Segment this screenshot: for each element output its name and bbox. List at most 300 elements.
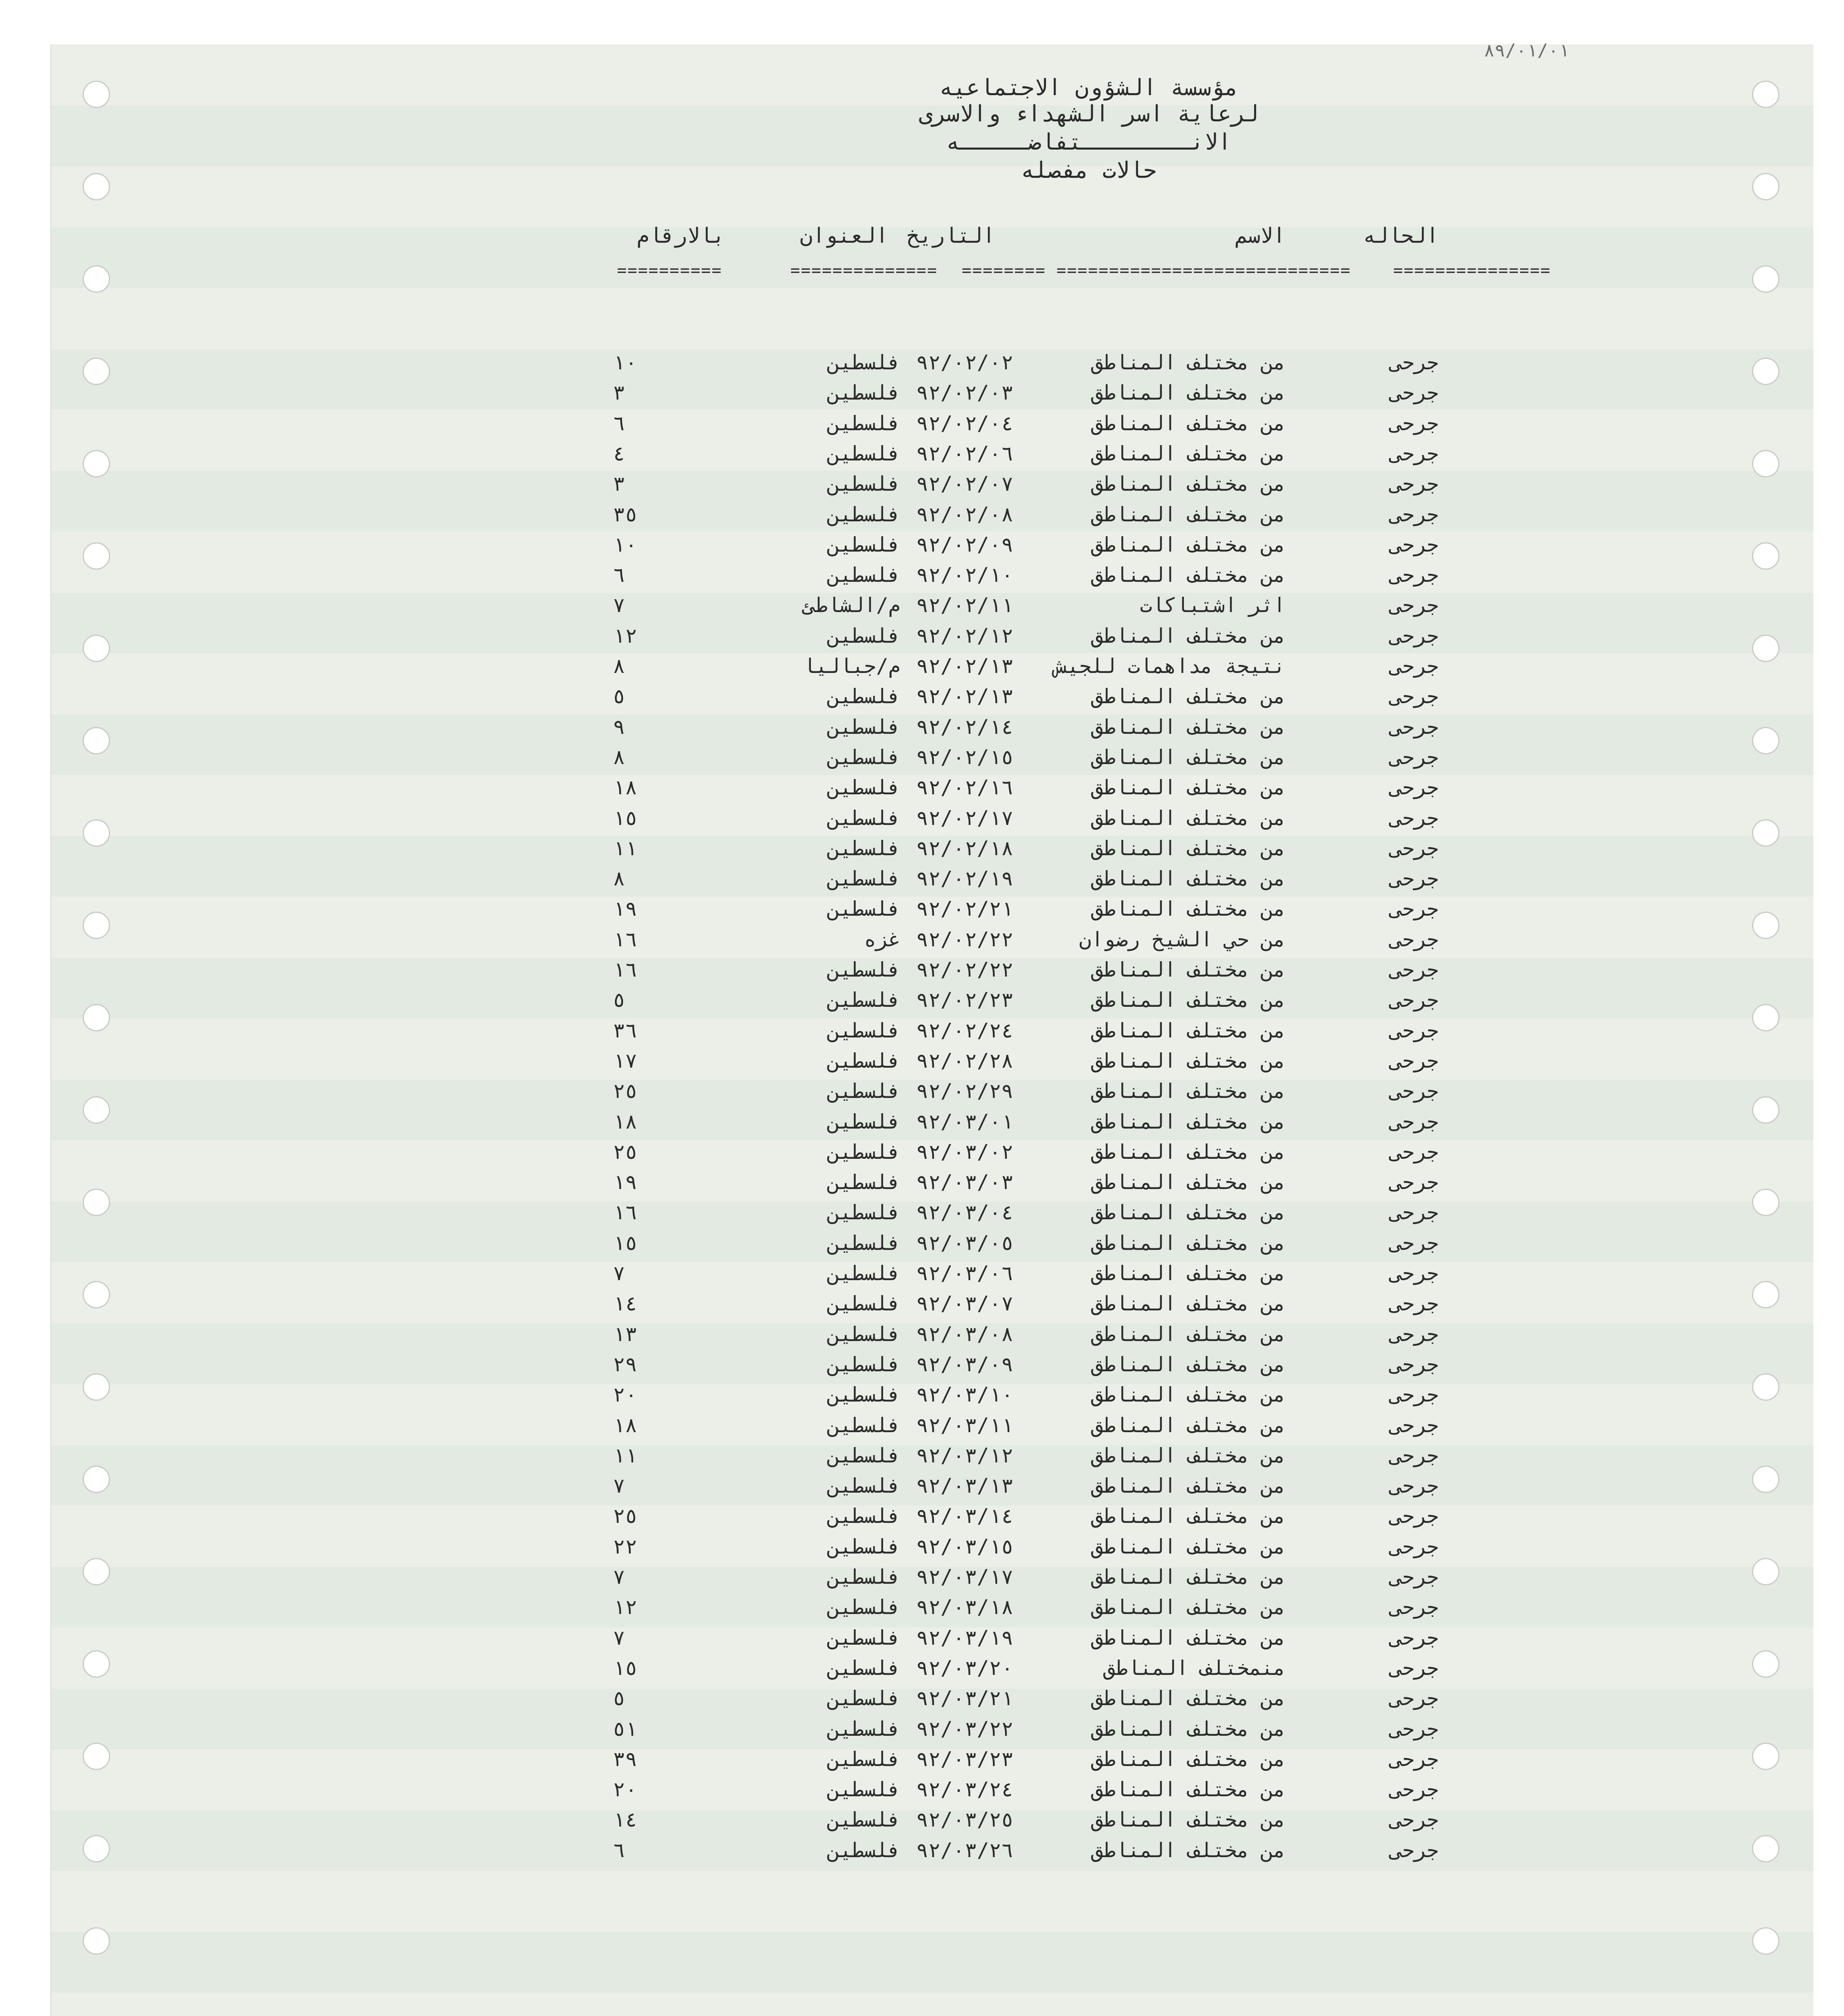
cell-count: ١٧	[613, 1049, 638, 1073]
cell-date: ٩٢/٠٣/١٥	[916, 1535, 1013, 1558]
column-header-status: الحاله	[1363, 224, 1439, 248]
cell-date: ٩٢/٠٢/١٣	[916, 685, 1013, 708]
cell-place: فلسطين	[827, 1414, 900, 1437]
cell-name: نتيجة مداهمات للجيش	[1055, 654, 1286, 678]
cell-date: ٩٢/٠٢/١٦	[916, 776, 1013, 799]
cell-place: فلسطين	[827, 1778, 900, 1801]
cell-place: فلسطين	[827, 563, 900, 587]
cell-place: فلسطين	[827, 1049, 900, 1073]
cell-count: ٥١	[613, 1717, 638, 1741]
cell-date: ٩٢/٠٣/١١	[916, 1414, 1013, 1437]
cell-date: ٩٢/٠٢/٠٢	[916, 351, 1013, 374]
cell-date: ٩٢/٠٢/٢٣	[916, 988, 1013, 1012]
cell-place: فلسطين	[827, 958, 900, 981]
cell-name: من مختلف المناطق	[1091, 1292, 1286, 1315]
cell-count: ١٠	[613, 351, 638, 374]
table-row	[0, 1592, 1844, 1622]
cell-count: ٣	[613, 472, 625, 496]
table-row	[0, 1744, 1844, 1774]
cell-name: من مختلف المناطق	[1091, 746, 1286, 769]
cell-count: ١٩	[613, 897, 638, 921]
cell-date: ٩٢/٠٢/٢٢	[916, 928, 1013, 951]
cell-status: جرحى	[1390, 1778, 1439, 1801]
cell-date: ٩٢/٠٣/٠٣	[916, 1170, 1013, 1194]
cell-name: من مختلف المناطق	[1091, 442, 1286, 465]
header-rule: ==========	[617, 261, 722, 280]
cell-place: م/الشاطئ	[803, 594, 900, 617]
cell-name: من مختلف المناطق	[1091, 1717, 1286, 1741]
cell-date: ٩٢/٠٣/٢٠	[916, 1656, 1013, 1680]
org-title: مؤسسة الشؤون الاجتماعيه	[939, 75, 1238, 101]
table-row	[0, 1137, 1844, 1167]
tractor-feed-hole	[83, 173, 110, 200]
cell-count: ١٦	[613, 958, 638, 981]
cell-date: ٩٢/٠٢/٠٣	[916, 381, 1013, 404]
cell-place: فلسطين	[827, 776, 900, 799]
table-row	[0, 1805, 1844, 1835]
cell-status: جرحى	[1390, 746, 1439, 769]
cell-status: جرحى	[1390, 1414, 1439, 1437]
cell-count: ٧	[613, 1565, 625, 1589]
cell-count: ٨	[613, 746, 625, 769]
table-row	[0, 803, 1844, 833]
cell-place: فلسطين	[827, 533, 900, 556]
cell-place: فلسطين	[827, 1201, 900, 1224]
cell-date: ٩٢/٠٣/٠٤	[916, 1201, 1013, 1224]
cell-place: فلسطين	[827, 746, 900, 769]
tractor-feed-hole	[1752, 173, 1779, 200]
cell-status: جرحى	[1390, 533, 1439, 556]
table-row	[0, 1774, 1844, 1805]
cell-date: ٩٢/٠٢/١٢	[916, 624, 1013, 648]
cell-name: من مختلف المناطق	[1091, 1535, 1286, 1558]
table-row	[0, 712, 1844, 742]
cell-date: ٩٢/٠٢/١١	[916, 594, 1013, 617]
header-rule: ========	[962, 261, 1046, 280]
cell-count: ١٨	[613, 776, 638, 799]
cell-place: فلسطين	[827, 1170, 900, 1194]
cell-count: ١٥	[613, 1231, 638, 1255]
header-rule: ============================	[1056, 261, 1351, 280]
table-row	[0, 773, 1844, 803]
cell-status: جرحى	[1390, 472, 1439, 496]
cell-name: من مختلف المناطق	[1091, 1839, 1286, 1862]
cell-count: ١٠	[613, 533, 638, 556]
cell-date: ٩٢/٠٢/٢٢	[916, 958, 1013, 981]
cell-place: فلسطين	[827, 1535, 900, 1558]
cell-place: فلسطين	[827, 1110, 900, 1133]
table-row	[0, 1410, 1844, 1441]
cell-count: ٣٥	[613, 503, 638, 526]
table-row	[0, 469, 1844, 499]
cell-status: جرحى	[1390, 1717, 1439, 1741]
table-row	[0, 833, 1844, 864]
cell-place: م/جباليا	[803, 654, 900, 678]
cell-count: ٣	[613, 381, 625, 404]
cell-date: ٩٢/٠٣/١٢	[916, 1444, 1013, 1467]
table-row	[0, 864, 1844, 894]
cell-count: ٣٦	[613, 1019, 638, 1042]
cell-status: جرحى	[1390, 867, 1439, 890]
cell-place: فلسطين	[827, 1474, 900, 1497]
cell-name: من مختلف المناطق	[1091, 563, 1286, 587]
cell-count: ٦	[613, 563, 625, 587]
cell-name: من مختلف المناطق	[1091, 1626, 1286, 1649]
cell-name: من مختلف المناطق	[1091, 1019, 1286, 1042]
cell-status: جرحى	[1390, 624, 1439, 648]
cell-place: فلسطين	[827, 1808, 900, 1831]
cell-status: جرحى	[1390, 776, 1439, 799]
cell-status: جرحى	[1390, 1079, 1439, 1103]
cell-date: ٩٢/٠٣/١٠	[916, 1383, 1013, 1406]
cell-place: فلسطين	[827, 685, 900, 708]
corner-handwritten-note: ٨٩/٠١/٠١	[1484, 40, 1569, 61]
cell-date: ٩٢/٠٣/٠٩	[916, 1353, 1013, 1376]
cell-name: من مختلف المناطق	[1091, 1322, 1286, 1346]
cell-count: ١٦	[613, 928, 638, 951]
cell-date: ٩٢/٠٢/١٧	[916, 806, 1013, 830]
table-row	[0, 1258, 1844, 1289]
cell-name: من مختلف المناطق	[1091, 685, 1286, 708]
cell-count: ٢٥	[613, 1140, 638, 1164]
table-row	[0, 530, 1844, 560]
cell-count: ١٦	[613, 1201, 638, 1224]
cell-date: ٩٢/٠٢/٢٤	[916, 1019, 1013, 1042]
cell-name: من مختلف المناطق	[1091, 624, 1286, 648]
table-row	[0, 955, 1844, 985]
cell-date: ٩٢/٠٣/٠٧	[916, 1292, 1013, 1315]
cell-status: جرحى	[1390, 837, 1439, 860]
cell-status: جرحى	[1390, 1322, 1439, 1346]
cell-status: جرحى	[1390, 594, 1439, 617]
cell-name: من مختلف المناطق	[1091, 715, 1286, 739]
cell-name: اثر اشتباكات	[1140, 594, 1286, 617]
cell-status: جرحى	[1390, 1262, 1439, 1285]
table-row	[0, 1380, 1844, 1410]
tractor-feed-hole	[1752, 81, 1779, 108]
cell-count: ٢٥	[613, 1079, 638, 1103]
cell-count: ٩	[613, 715, 625, 739]
cell-status: جرحى	[1390, 1231, 1439, 1255]
table-row	[0, 985, 1844, 1015]
cell-name: من مختلف المناطق	[1091, 1079, 1286, 1103]
cell-place: فلسطين	[827, 503, 900, 526]
table-row	[0, 1835, 1844, 1866]
table-row	[0, 1046, 1844, 1076]
cell-name: من مختلف المناطق	[1091, 1504, 1286, 1528]
cell-date: ٩٢/٠٢/١٨	[916, 837, 1013, 860]
cell-place: فلسطين	[827, 1687, 900, 1710]
table-row	[0, 500, 1844, 530]
cell-name: من مختلف المناطق	[1091, 503, 1286, 526]
cell-name: من مختلف المناطق	[1091, 472, 1286, 496]
cell-name: من مختلف المناطق	[1091, 867, 1286, 890]
table-row	[0, 1471, 1844, 1501]
cell-count: ٥	[613, 685, 625, 708]
table-row	[0, 621, 1844, 651]
cell-name: من حي الشيخ رضوان	[1079, 928, 1286, 951]
cell-name: من مختلف المناطق	[1091, 1140, 1286, 1164]
cell-date: ٩٢/٠٢/١٣	[916, 654, 1013, 678]
table-row	[0, 1532, 1844, 1562]
header-rule: ==============	[790, 261, 938, 280]
cell-place: فلسطين	[827, 624, 900, 648]
cell-place: فلسطين	[827, 472, 900, 496]
table-row	[0, 1501, 1844, 1531]
cell-place: فلسطين	[827, 1626, 900, 1649]
cell-count: ٢٢	[613, 1535, 638, 1558]
cell-date: ٩٢/٠٢/٢٩	[916, 1079, 1013, 1103]
cell-name: من مختلف المناطق	[1091, 776, 1286, 799]
cell-status: جرحى	[1390, 1747, 1439, 1771]
cell-status: جرحى	[1390, 1353, 1439, 1376]
cell-name: من مختلف المناطق	[1091, 533, 1286, 556]
cell-date: ٩٢/٠٣/٠٨	[916, 1322, 1013, 1346]
cell-date: ٩٢/٠٢/٠٦	[916, 442, 1013, 465]
cell-status: جرحى	[1390, 715, 1439, 739]
column-header-place: العنوان	[800, 224, 888, 248]
table-row	[0, 1289, 1844, 1319]
cell-place: فلسطين	[827, 1140, 900, 1164]
cell-place: فلسطين	[827, 1231, 900, 1255]
table-row	[0, 1076, 1844, 1106]
cell-status: جرحى	[1390, 1019, 1439, 1042]
cell-status: جرحى	[1390, 1626, 1439, 1649]
cell-name: من مختلف المناطق	[1091, 1687, 1286, 1710]
cell-name: من مختلف المناطق	[1091, 1474, 1286, 1497]
cell-status: جرحى	[1390, 1565, 1439, 1589]
cell-count: ٧	[613, 594, 625, 617]
cell-count: ٢٠	[613, 1383, 638, 1406]
cell-status: جرحى	[1390, 1656, 1439, 1680]
tractor-feed-hole	[1752, 1927, 1779, 1955]
cell-count: ١٩	[613, 1170, 638, 1194]
cell-name: من مختلف المناطق	[1091, 1231, 1286, 1255]
cell-status: جرحى	[1390, 1504, 1439, 1528]
cell-count: ٦	[613, 1839, 625, 1862]
table-row	[0, 1562, 1844, 1592]
cell-place: فلسطين	[827, 988, 900, 1012]
intifada-title: الانــــــــتفاضـــــه	[946, 129, 1231, 155]
cell-count: ٤	[613, 442, 625, 465]
table-row	[0, 1350, 1844, 1380]
header-rule: ===============	[1393, 261, 1551, 280]
cell-name: من مختلف المناطق	[1091, 1778, 1286, 1801]
cell-name: من مختلف المناطق	[1091, 1565, 1286, 1589]
cell-place: فلسطين	[827, 1444, 900, 1467]
cell-place: فلسطين	[827, 1292, 900, 1315]
cell-place: فلسطين	[827, 1322, 900, 1346]
cell-count: ٧	[613, 1474, 625, 1497]
cell-date: ٩٢/٠٣/٢٢	[916, 1717, 1013, 1741]
table-row	[0, 1683, 1844, 1714]
cell-count: ٢٠	[613, 1778, 638, 1801]
table-row	[0, 1623, 1844, 1653]
cell-status: جرحى	[1390, 958, 1439, 981]
cell-name: من مختلف المناطق	[1091, 806, 1286, 830]
cell-date: ٩٢/٠٣/٢٣	[916, 1747, 1013, 1771]
cell-name: من مختلف المناطق	[1091, 1262, 1286, 1285]
table-row	[0, 1228, 1844, 1258]
cell-place: فلسطين	[827, 351, 900, 374]
cell-date: ٩٢/٠٣/٢٥	[916, 1808, 1013, 1831]
cell-status: جرحى	[1390, 1201, 1439, 1224]
cell-status: جرحى	[1390, 1049, 1439, 1073]
cell-place: فلسطين	[827, 1656, 900, 1680]
cell-status: جرحى	[1390, 1444, 1439, 1467]
cell-count: ١١	[613, 837, 638, 860]
cell-date: ٩٢/٠٣/٢١	[916, 1687, 1013, 1710]
table-row	[0, 439, 1844, 469]
cell-name: من مختلف المناطق	[1091, 1383, 1286, 1406]
cell-count: ٧	[613, 1262, 625, 1285]
cell-place: فلسطين	[827, 1839, 900, 1862]
cell-status: جرحى	[1390, 654, 1439, 678]
cell-status: جرحى	[1390, 381, 1439, 404]
cell-name: من مختلف المناطق	[1091, 1595, 1286, 1619]
table-row	[0, 1016, 1844, 1046]
cell-place: فلسطين	[827, 837, 900, 860]
cell-date: ٩٢/٠٣/٢٦	[916, 1839, 1013, 1862]
cell-status: جرحى	[1390, 1292, 1439, 1315]
column-header-date: التاريخ	[906, 224, 995, 248]
org-subtitle: لرعاية اسر الشهداء والاسرى	[919, 101, 1259, 127]
cell-count: ١٤	[613, 1808, 638, 1831]
cell-status: جرحى	[1390, 503, 1439, 526]
cell-status: جرحى	[1390, 897, 1439, 921]
cell-name: من مختلف المناطق	[1091, 412, 1286, 435]
cell-count: ١٢	[613, 624, 638, 648]
cell-count: ١٨	[613, 1110, 638, 1133]
cell-place: فلسطين	[827, 1565, 900, 1589]
cell-date: ٩٢/٠٢/٠٩	[916, 533, 1013, 556]
cell-date: ٩٢/٠٣/٢٤	[916, 1778, 1013, 1801]
cell-name: من مختلف المناطق	[1091, 1414, 1286, 1437]
cell-name: من مختلف المناطق	[1091, 988, 1286, 1012]
cell-status: جرحى	[1390, 442, 1439, 465]
cell-status: جرحى	[1390, 351, 1439, 374]
cell-place: فلسطين	[827, 1079, 900, 1103]
column-header-count: بالارقام	[636, 224, 725, 248]
cell-count: ٢٥	[613, 1504, 638, 1528]
cell-name: من مختلف المناطق	[1091, 1049, 1286, 1073]
cell-status: جرحى	[1390, 806, 1439, 830]
cell-name: من مختلف المناطق	[1091, 1747, 1286, 1771]
cell-date: ٩٢/٠٣/١٩	[916, 1626, 1013, 1649]
cell-date: ٩٢/٠٢/١٠	[916, 563, 1013, 587]
table-row	[0, 408, 1844, 439]
cell-count: ١٢	[613, 1595, 638, 1619]
table-row	[0, 1441, 1844, 1471]
table-row	[0, 651, 1844, 681]
cell-place: فلسطين	[827, 867, 900, 890]
cell-status: جرحى	[1390, 685, 1439, 708]
report-title: حالات مفصله	[1021, 157, 1157, 183]
cell-name: منمختلف المناطق	[1103, 1656, 1286, 1680]
table-row	[0, 1107, 1844, 1137]
cell-status: جرحى	[1390, 1535, 1439, 1558]
cell-count: ٧	[613, 1626, 625, 1649]
cell-name: من مختلف المناطق	[1091, 1353, 1286, 1376]
cell-count: ٦	[613, 412, 625, 435]
cell-place: فلسطين	[827, 1262, 900, 1285]
cell-name: من مختلف المناطق	[1091, 1444, 1286, 1467]
cell-name: من مختلف المناطق	[1091, 1110, 1286, 1133]
cell-count: ١١	[613, 1444, 638, 1467]
cell-place: فلسطين	[827, 1747, 900, 1771]
cell-place: فلسطين	[827, 715, 900, 739]
cell-status: جرحى	[1390, 1687, 1439, 1710]
cell-date: ٩٢/٠٣/٠٥	[916, 1231, 1013, 1255]
cell-place: فلسطين	[827, 1383, 900, 1406]
cell-status: جرحى	[1390, 1595, 1439, 1619]
tractor-feed-hole	[83, 1927, 110, 1955]
cell-status: جرحى	[1390, 1839, 1439, 1862]
cell-date: ٩٢/٠٣/١٤	[916, 1504, 1013, 1528]
cell-count: ٣٩	[613, 1747, 638, 1771]
table-row	[0, 1653, 1844, 1683]
cell-status: جرحى	[1390, 563, 1439, 587]
cell-count: ٨	[613, 654, 625, 678]
cell-status: جرحى	[1390, 1110, 1439, 1133]
cell-status: جرحى	[1390, 1383, 1439, 1406]
cell-name: من مختلف المناطق	[1091, 381, 1286, 404]
cell-date: ٩٢/٠٢/٢١	[916, 897, 1013, 921]
cell-count: ٥	[613, 1687, 625, 1710]
cell-count: ٨	[613, 867, 625, 890]
cell-name: من مختلف المناطق	[1091, 1170, 1286, 1194]
cell-name: من مختلف المناطق	[1091, 1201, 1286, 1224]
cell-date: ٩٢/٠٢/١٤	[916, 715, 1013, 739]
cell-date: ٩٢/٠٢/٠٨	[916, 503, 1013, 526]
cell-place: فلسطين	[827, 1717, 900, 1741]
cell-date: ٩٢/٠٣/١٣	[916, 1474, 1013, 1497]
cell-place: فلسطين	[827, 1504, 900, 1528]
cell-place: فلسطين	[827, 1595, 900, 1619]
cell-place: فلسطين	[827, 1353, 900, 1376]
cell-count: ١٥	[613, 1656, 638, 1680]
table-row	[0, 378, 1844, 408]
cell-date: ٩٢/٠٣/٠١	[916, 1110, 1013, 1133]
cell-name: من مختلف المناطق	[1091, 351, 1286, 374]
cell-place: فلسطين	[827, 381, 900, 404]
column-header-name: الاسم	[1235, 224, 1286, 248]
table-row	[0, 681, 1844, 712]
tractor-feed-hole	[83, 81, 110, 108]
table-row	[0, 925, 1844, 955]
cell-place: فلسطين	[827, 806, 900, 830]
cell-place: فلسطين	[827, 412, 900, 435]
table-row	[0, 1714, 1844, 1744]
table-row	[0, 590, 1844, 621]
cell-status: جرحى	[1390, 928, 1439, 951]
cell-date: ٩٢/٠٢/٠٤	[916, 412, 1013, 435]
cell-date: ٩٢/٠٣/١٨	[916, 1595, 1013, 1619]
cell-date: ٩٢/٠٢/١٥	[916, 746, 1013, 769]
cell-count: ١٨	[613, 1414, 638, 1437]
cell-date: ٩٢/٠٢/٢٨	[916, 1049, 1013, 1073]
tractor-feed-hole	[1752, 265, 1779, 293]
cell-count: ٥	[613, 988, 625, 1012]
cell-status: جرحى	[1390, 1808, 1439, 1831]
cell-place: فلسطين	[827, 1019, 900, 1042]
table-row	[0, 742, 1844, 773]
cell-count: ١٣	[613, 1322, 638, 1346]
cell-status: جرحى	[1390, 1140, 1439, 1164]
table-row	[0, 1319, 1844, 1350]
cell-count: ٢٩	[613, 1353, 638, 1376]
cell-date: ٩٢/٠٣/٠٢	[916, 1140, 1013, 1164]
